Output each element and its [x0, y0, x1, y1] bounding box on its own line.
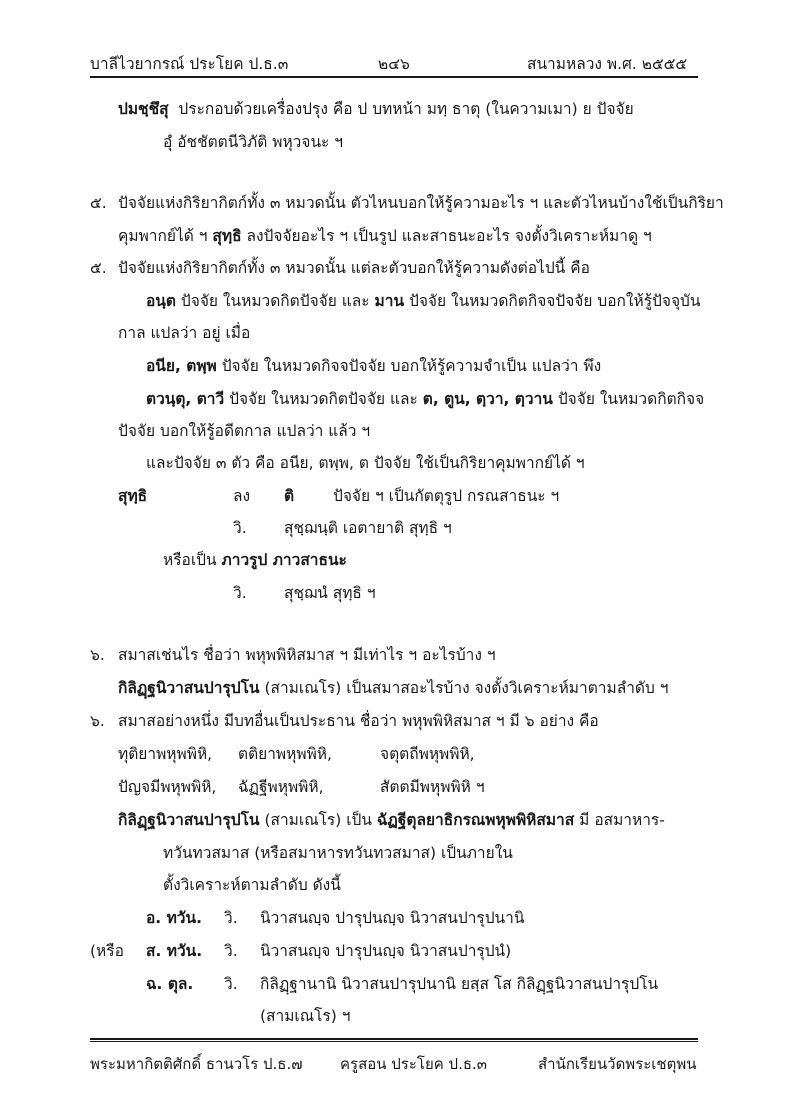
type-item: สัตตมีพหุพพิหิ ฯ — [380, 778, 485, 796]
q5-text-a: คุมพากย์ได้ ฯ — [118, 227, 208, 245]
type-item: ตติยาพหุพพิหิ, — [238, 745, 332, 763]
q5-number: ๕. — [90, 194, 107, 212]
q6-text: (สามเณโร) เป็นสมาสอะไรบ้าง จงตั้งวิเคราะห์มาตามลำดับ ฯ — [264, 679, 669, 697]
a6-kil-text-d: มี อสมาหาร- — [579, 811, 665, 829]
q6-line2 — [118, 677, 668, 699]
pamajjisu-line2: อุํ อัชชัตตนีวิภัติ พหุวจนะ ฯ — [163, 133, 343, 151]
sut-ti: ติ — [284, 487, 295, 505]
bhava-line — [163, 549, 347, 571]
a5-para1-text-b: ปัจจัย ในหมวดกิตปัจจัย และ — [180, 292, 370, 310]
header-right: สนามหลวง พ.ศ. ๒๕๕๕ — [527, 55, 688, 73]
pamajjisu-text1: ประกอบด้วยเครื่องปรุง คือ ป บทหน้า มทฺ ธาตุ (ในความเมา) ย ปัจจัย — [178, 100, 634, 118]
a5-number: ๕. — [90, 259, 107, 277]
a5-tavantu: ตวนฺตุ, ตาวี — [146, 390, 225, 408]
a6-kil-text-b: (สามเณโร) เป็น — [264, 811, 372, 829]
vigraha-vi: วิ. — [224, 942, 238, 960]
type-item: จตุตถีพหุพพิหิ, — [380, 745, 475, 763]
a5-para3 — [146, 388, 704, 410]
a6-kil-cont2: ตั้งวิเคราะห์ตามลำดับ ดังนี้ — [163, 876, 341, 894]
q5-term: สุทฺธิ — [212, 227, 242, 245]
a6-kil-line — [118, 809, 665, 831]
footer-rule-top — [90, 1038, 698, 1040]
q5-text-c: ลงปัจจัยอะไร ฯ เป็นรูป และสาธนะอะไร จงตั้งวิเคราะห์มาดู ฯ — [246, 227, 652, 245]
type-item: ฉัฏฐีพหุพพิหิ, — [238, 778, 324, 796]
a6-number: ๖. — [90, 712, 105, 730]
vigraha-cont: (สามเณโร) ฯ — [260, 1007, 351, 1025]
footer-center: ครูสอน ประโยค ป.ธ.๓ — [340, 1055, 488, 1073]
vi1-label: วิ. — [233, 519, 247, 537]
vi2-label: วิ. — [233, 584, 247, 602]
bhava-or: หรือเป็น — [163, 551, 217, 569]
q6-term: กิลิฏฺฐนิวาสนปารุปโน — [118, 679, 260, 697]
header-left: บาลีไวยากรณ์ ประโยค ป.ธ.๓ — [90, 55, 289, 73]
a6-kil-term: กิลิฏฺฐนิวาสนปารุปโน — [118, 811, 260, 829]
sut-desc: ปัจจัย ฯ เป็นกัตตุรูป กรณสาธนะ ฯ — [333, 487, 560, 505]
vigraha-vi: วิ. — [224, 909, 238, 927]
page-number: ๒๔๖ — [378, 55, 410, 73]
a5-anta: อนฺต — [146, 292, 176, 310]
a5-para3-cont: ปัจจัย บอกให้รู้อดีตกาล แปลว่า แล้ว ฯ — [118, 422, 371, 440]
vigraha-text: นิวาสนญฺจ ปารุปนญฺจ นิวาสนปารุปนํ) — [260, 942, 512, 960]
a5-para3-text-d: ปัจจัย ในหมวดกิตกิจจ — [557, 390, 705, 408]
q5-line1: ปัจจัยแห่งกิริยากิตก์ทั้ง ๓ หมวดนั้น ตัวไหนบอกให้รู้ความอะไร ฯ และตัวไหนบ้างใช้เป็นกิริยา — [118, 194, 724, 212]
a5-mana: มาน — [374, 292, 405, 310]
a6-kil-cont: ทวันทวสมาส (หรือสมาหารทวันทวสมาส) เป็นภายใน — [163, 844, 513, 862]
vigraha-text: กิลิฏฺฐานานิ นิวาสนปารุปนานิ ยสฺส โส กิลิฏฺฐนิวาสนปารุปโน — [260, 975, 659, 993]
footer-left: พระมหากิตติศักดิ์ ธานวโร ป.ธ.๗ — [90, 1055, 303, 1073]
a5-line1: ปัจจัยแห่งกิริยากิตก์ทั้ง ๓ หมวดนั้น แต่ละตัวบอกให้รู้ความดังต่อไปนี้ คือ — [118, 259, 590, 277]
vi1-text: สุชฺฌนฺติ เอตายาติ สุทฺธิ ฯ — [284, 519, 452, 537]
vigraha-label: อ. ทวัน. — [146, 909, 202, 927]
footer-right: สำนักเรียนวัดพระเชตุพน — [538, 1055, 697, 1073]
a5-para4: และปัจจัย ๓ ตัว คือ อนีย, ตพฺพ, ต ปัจจัย ใช้เป็นกิริยาคุมพากย์ได้ ฯ — [146, 454, 585, 472]
pamajjisu-term: ปมชฺชึสุ — [118, 100, 169, 118]
a5-para1-cont: กาล แปลว่า อยู่ เมื่อ — [118, 324, 251, 342]
vigraha-prefix: (หรือ — [90, 942, 124, 960]
sut-long: ลง — [233, 487, 251, 505]
a5-para1-text-d: ปัจจัย ในหมวดกิตกิจจปัจจัย บอกให้รู้ปัจจุบัน — [409, 292, 701, 310]
q6-number: ๖. — [90, 646, 105, 664]
a6-line1: สมาสอย่างหนึ่ง มีบทอื่นเป็นประธาน ชื่อว่า พหุพพิหิสมาส ฯ มี ๖ อย่าง คือ — [118, 712, 599, 730]
type-item: ปัญจมีพหุพพิหิ, — [118, 778, 217, 796]
footer-rule-bottom — [90, 1041, 698, 1042]
type-item: ทุติยาพหุพพิหิ, — [118, 745, 213, 763]
a5-aniya: อนีย, ตพฺพ — [146, 357, 217, 375]
q6-line1: สมาสเช่นไร ชื่อว่า พหุพพิหิสมาส ฯ มีเท่าไร ฯ อะไรบ้าง ฯ — [118, 646, 496, 664]
sut-term: สุทฺธิ — [118, 487, 148, 505]
vi2-text: สุชฺฌนํ สุทฺธิ ฯ — [284, 584, 376, 602]
q5-line2 — [118, 225, 652, 247]
a5-para1 — [146, 290, 700, 312]
pamajjisu-line1 — [118, 98, 634, 120]
a6-kil-samasa: ฉัฏฐีตุลยาธิกรณพหุพพิหิสมาส — [376, 811, 575, 829]
vigraha-label: ฉ. ตุล. — [146, 975, 194, 993]
header-rule — [90, 76, 698, 78]
a5-para2-text: ปัจจัย ในหมวดกิจจปัจจัย บอกให้รู้ความจำเป็น แปลว่า พึง — [221, 357, 602, 375]
vigraha-vi: วิ. — [224, 975, 238, 993]
a5-ta-tuna: ต, ตูน, ตฺวา, ตฺวาน — [422, 390, 553, 408]
vigraha-text: นิวาสนญฺจ ปารุปนญฺจ นิวาสนปารุปนานิ — [260, 909, 525, 927]
a5-para2 — [146, 355, 601, 377]
vigraha-label: ส. ทวัน. — [146, 942, 203, 960]
a5-para3-text-b: ปัจจัย ในหมวดกิตปัจจัย และ — [229, 390, 418, 408]
bhava-term: ภาวรูป ภาวสาธนะ — [221, 551, 347, 569]
